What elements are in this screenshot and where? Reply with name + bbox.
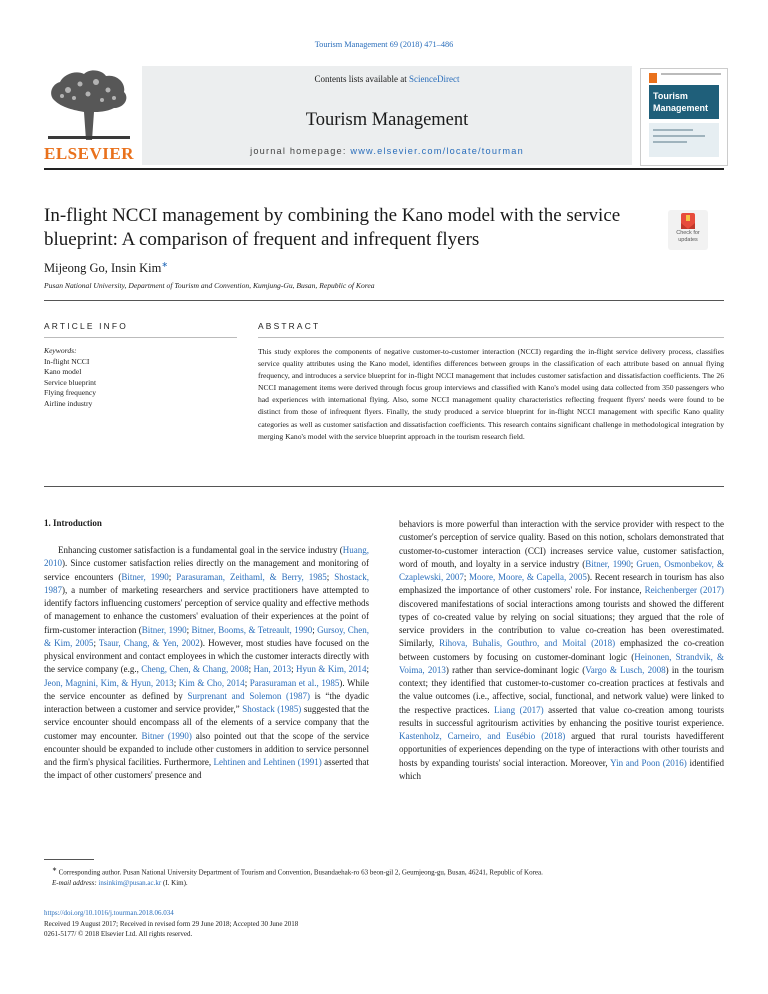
- citation-link[interactable]: Liang (2017): [494, 704, 544, 715]
- article-info-heading: ARTICLE INFO: [44, 321, 128, 331]
- copyright-line: 0261-5177/ © 2018 Elsevier Ltd. All rights reserved.: [44, 930, 193, 938]
- body-text: ), a number of marketing researchers and service practitioners have attempted to identify factors influencing customers' perception of service quality and effective methods of management to enhance the customers' evaluation of their experiences at the point of firm-customer interaction (: [44, 584, 369, 635]
- body-text: ;: [173, 677, 179, 688]
- masthead-rule: [44, 168, 724, 170]
- journal-masthead: [44, 66, 724, 166]
- citation-link[interactable]: Shostack, 1987: [44, 571, 369, 595]
- citation-link[interactable]: Cheng, Chen, & Chang, 2008: [141, 664, 249, 675]
- received-dates: Received 19 August 2017; Received in revised form 29 June 2018; Accepted 30 June 2018: [44, 919, 299, 928]
- journal-citation[interactable]: Tourism Management 69 (2018) 471–486: [314, 40, 454, 49]
- body-text: ;: [326, 571, 335, 582]
- section-rule-top: [44, 300, 724, 301]
- citation-link[interactable]: Reichenberger (2017): [644, 585, 724, 596]
- keyword-item: Flying frequency: [44, 388, 97, 398]
- body-text: emphasized the co-creation between customers by focusing on customer-dominant logic (: [399, 638, 725, 662]
- body-text: also pointed out that the scope of the service encounter should be expanded to include other customers in addition to service personnel and the firm's physical facilities. Furthermore,: [44, 730, 369, 767]
- article-info-rule: [44, 337, 237, 338]
- footnote-line: [44, 865, 724, 878]
- elsevier-wordmark: ELSEVIER: [44, 144, 134, 163]
- citation-link[interactable]: Gursoy, Chen, & Kim, 2005: [44, 624, 369, 648]
- corresponding-author-mark[interactable]: ∗: [161, 260, 169, 269]
- body-text: identified which: [399, 757, 725, 781]
- footnote-text: Corresponding author. Pusan National University Department of Tourism and Convention, Busandaehak-ro 63 beon-gil 2, Geumjeong-gu, Busan, 46241, Republic of Korea.: [58, 868, 543, 877]
- citation-link[interactable]: Jeon, Magnini, Kim, & Hyun, 2013: [44, 677, 174, 688]
- citation-link[interactable]: Bitner, 1990: [141, 624, 187, 635]
- keywords-block: [44, 346, 237, 410]
- check-for-updates-badge[interactable]: [668, 210, 708, 250]
- body-text: ) in the tourism context; they identified that customer-to-customer co-creation practices at festivals and the value outcomes (i.e., affective, social, functional, and network value) were linked to the respective practices.: [399, 664, 724, 715]
- citation-link[interactable]: Bitner, Booms, & Tetreault, 1990: [191, 624, 313, 635]
- citation-link[interactable]: Hyun & Kim, 2014: [296, 664, 367, 675]
- citation-link[interactable]: Huang, 2010: [44, 545, 369, 569]
- citation-link[interactable]: Rihova, Buhalis, Gouthro, and Moital (2018): [439, 638, 616, 649]
- article-title: In-flight NCCI management by combining the Kano model with the service blueprint: A comparison of frequent and infrequent flyers: [44, 205, 621, 250]
- keywords-label: Keywords:: [44, 346, 77, 355]
- authors-text: Mijeong Go, Insin Kim: [44, 261, 162, 276]
- email-label: E-mail address:: [52, 878, 97, 887]
- citation-link[interactable]: Vargo & Lusch, 2008: [585, 664, 666, 675]
- citation-link[interactable]: Moore, Moore, & Capella, 2005: [469, 572, 587, 582]
- citation-link[interactable]: Tsaur, Chang, & Yen, 2002: [98, 637, 200, 648]
- intro-right-column: [399, 518, 724, 783]
- body-text: asserted that the impact of other customers' presence and: [44, 757, 369, 781]
- contents-prefix: Contents lists available at: [314, 74, 409, 84]
- abstract-text: This study explores the components of negative customer-to-customer interaction (NCCI) regarding the in-flight service delivery process, classifies service quality attributes using the Kano model, identifies differences between groups in the classification of each attribute based on annual flying frequency, and introduces a service blueprint for in-flight NCCI management that includes customer satisfaction and dissatisfaction coefficients. The 26 NCCI management items were derived through focus group interviews and classified with Kano's model using data collected from 350 passengers who had experiences with international flying. Also, some NCCI management quality characteristics reflecting frequent flyers' needs were found to be distinct from those of infrequent flyers. Finally, the study produced a service blueprint for in-flight NCCI management with specific Kano quality categories as well as customer satisfaction and dissatisfaction coefficients. This research contains significant challenge in methodological integration by merging Kano's model with the service blueprint approach in the tourism research field.: [258, 347, 724, 441]
- doi-link[interactable]: https://doi.org/10.1016/j.tourman.2018.06.034: [44, 909, 174, 917]
- body-text: ;: [312, 624, 318, 635]
- doi-block: [44, 908, 724, 940]
- citation-link[interactable]: Yin and Poon (2016): [610, 757, 687, 768]
- body-text: behaviors is more powerful than interaction with the service provider with respect to the customer's perception of service quality. Based on this notion, scholars demonstrated that customer-to-customer interaction (CCI) increases service value, customer satisfaction, word of mouth, and loyalty in a service industry (: [399, 519, 724, 569]
- elsevier-tree-logo: [44, 66, 134, 164]
- citation-link[interactable]: Kastenholz, Carneiro, and Eusébio (2018): [399, 731, 566, 741]
- citation-link[interactable]: Bitner, 1990: [121, 571, 169, 582]
- body-text: ;: [630, 558, 637, 569]
- footnote: [44, 865, 724, 888]
- footnote-mark: ∗: [52, 867, 57, 873]
- body-text: discovered manifestations of social interactions among tourists and showed the different types of co-created value by relying on social situations; they argued that the role of service providers in the contribution to value co-creation has been overestimated. Similarly,: [399, 598, 724, 649]
- author-list: [44, 260, 168, 276]
- keyword-item: In-flight NCCI: [44, 356, 90, 366]
- citation-link[interactable]: Kim & Cho, 2014: [178, 677, 245, 688]
- email-suffix: (I. Kim).: [161, 878, 188, 887]
- body-text: ;: [463, 572, 470, 582]
- body-text: ;: [186, 624, 192, 635]
- citation-link[interactable]: Gruen, Osmonbekov, & Czaplewski, 2007: [399, 558, 724, 582]
- body-text: ;: [248, 664, 254, 675]
- body-text: ) rather than service-dominant logic (: [445, 664, 586, 675]
- body-text: argued that rural tourists havedifferent opportunities of experiences depending on the type of interactions with other tourists and hosts by expanding tourists' social interaction. Moreover,: [399, 731, 724, 768]
- body-text: ;: [93, 637, 99, 648]
- sciencedirect-link[interactable]: ScienceDirect: [409, 74, 460, 84]
- journal-cover-image[interactable]: [640, 68, 728, 166]
- homepage-prefix: journal homepage:: [250, 146, 351, 156]
- citation-link[interactable]: Bitner (1990): [141, 730, 192, 741]
- footnote-rule: [44, 859, 94, 860]
- citation-link[interactable]: Surprenant and Solemon (1987): [187, 690, 310, 701]
- body-text: is “the dyadic interaction between a customer and service provider,”: [44, 690, 369, 714]
- body-text: Enhancing customer satisfaction is a fundamental goal in the service industry (: [58, 545, 343, 555]
- masthead-center: [142, 66, 632, 165]
- abstract-rule: [258, 337, 724, 338]
- email-line: [44, 878, 724, 889]
- body-text: ;: [291, 664, 297, 675]
- introduction-heading: 1. Introduction: [44, 518, 102, 528]
- body-text: ). While the service encounter as defined by: [44, 677, 369, 701]
- crossmark-line2: updates: [678, 236, 698, 243]
- abstract-heading: ABSTRACT: [258, 321, 321, 331]
- body-text: ). Since customer satisfaction relies directly on the management and monitoring of service encounters (: [44, 558, 369, 582]
- affiliation: Pusan National University, Department of Tourism and Convention, Kumjung-Gu, Busan, Republic of Korea: [44, 281, 375, 290]
- body-text: ;: [244, 677, 250, 688]
- citation-link[interactable]: Bitner, 1990: [585, 558, 631, 569]
- body-text: suggested that the service encounter should encompass all of the elements of a service company that the customer may encounter.: [44, 704, 369, 741]
- body-text: ;: [168, 571, 177, 582]
- citation-link[interactable]: Han, 2013: [253, 664, 292, 675]
- svg-text:Management: Management: [653, 103, 709, 113]
- homepage-line: [142, 146, 632, 156]
- keyword-item: Service blueprint: [44, 377, 97, 387]
- body-text: ). Recent research in tourism has also emphasized the importance of other customers' role. For instance,: [399, 572, 724, 596]
- svg-text:Tourism: Tourism: [653, 91, 688, 101]
- contents-line: [142, 74, 632, 84]
- body-text: ). However, most studies have focused on the physical environment and contact employees in which the customer interacts directly with the service company (e.g.,: [44, 637, 369, 675]
- citation-link[interactable]: Parasuraman et al., 1985: [249, 677, 340, 688]
- body-text: ;: [366, 664, 369, 675]
- citation-link[interactable]: Shostack (1985): [242, 704, 302, 714]
- journal-name: Tourism Management: [305, 110, 469, 130]
- keyword-item: Airline industry: [44, 398, 93, 408]
- citation-link[interactable]: Lehtinen and Lehtinen (1991): [213, 757, 322, 767]
- keyword-item: Kano model: [44, 367, 82, 377]
- citation-link[interactable]: Heinonen, Strandvik, & Voima, 2013: [399, 651, 724, 675]
- homepage-link[interactable]: www.elsevier.com/locate/tourman: [350, 146, 524, 156]
- body-text: asserted that value co-creation among tourists results in successful agritourism activities by enhancing the positive tourist experience.: [399, 704, 724, 728]
- citation-link[interactable]: Parasuraman, Zeithaml, & Berry, 1985: [176, 571, 327, 582]
- email-link[interactable]: insinkim@pusan.ac.kr: [98, 878, 162, 887]
- intro-left-column: [44, 544, 369, 783]
- section-rule-bottom: [44, 486, 724, 487]
- crossmark-line1: Check for: [676, 230, 700, 236]
